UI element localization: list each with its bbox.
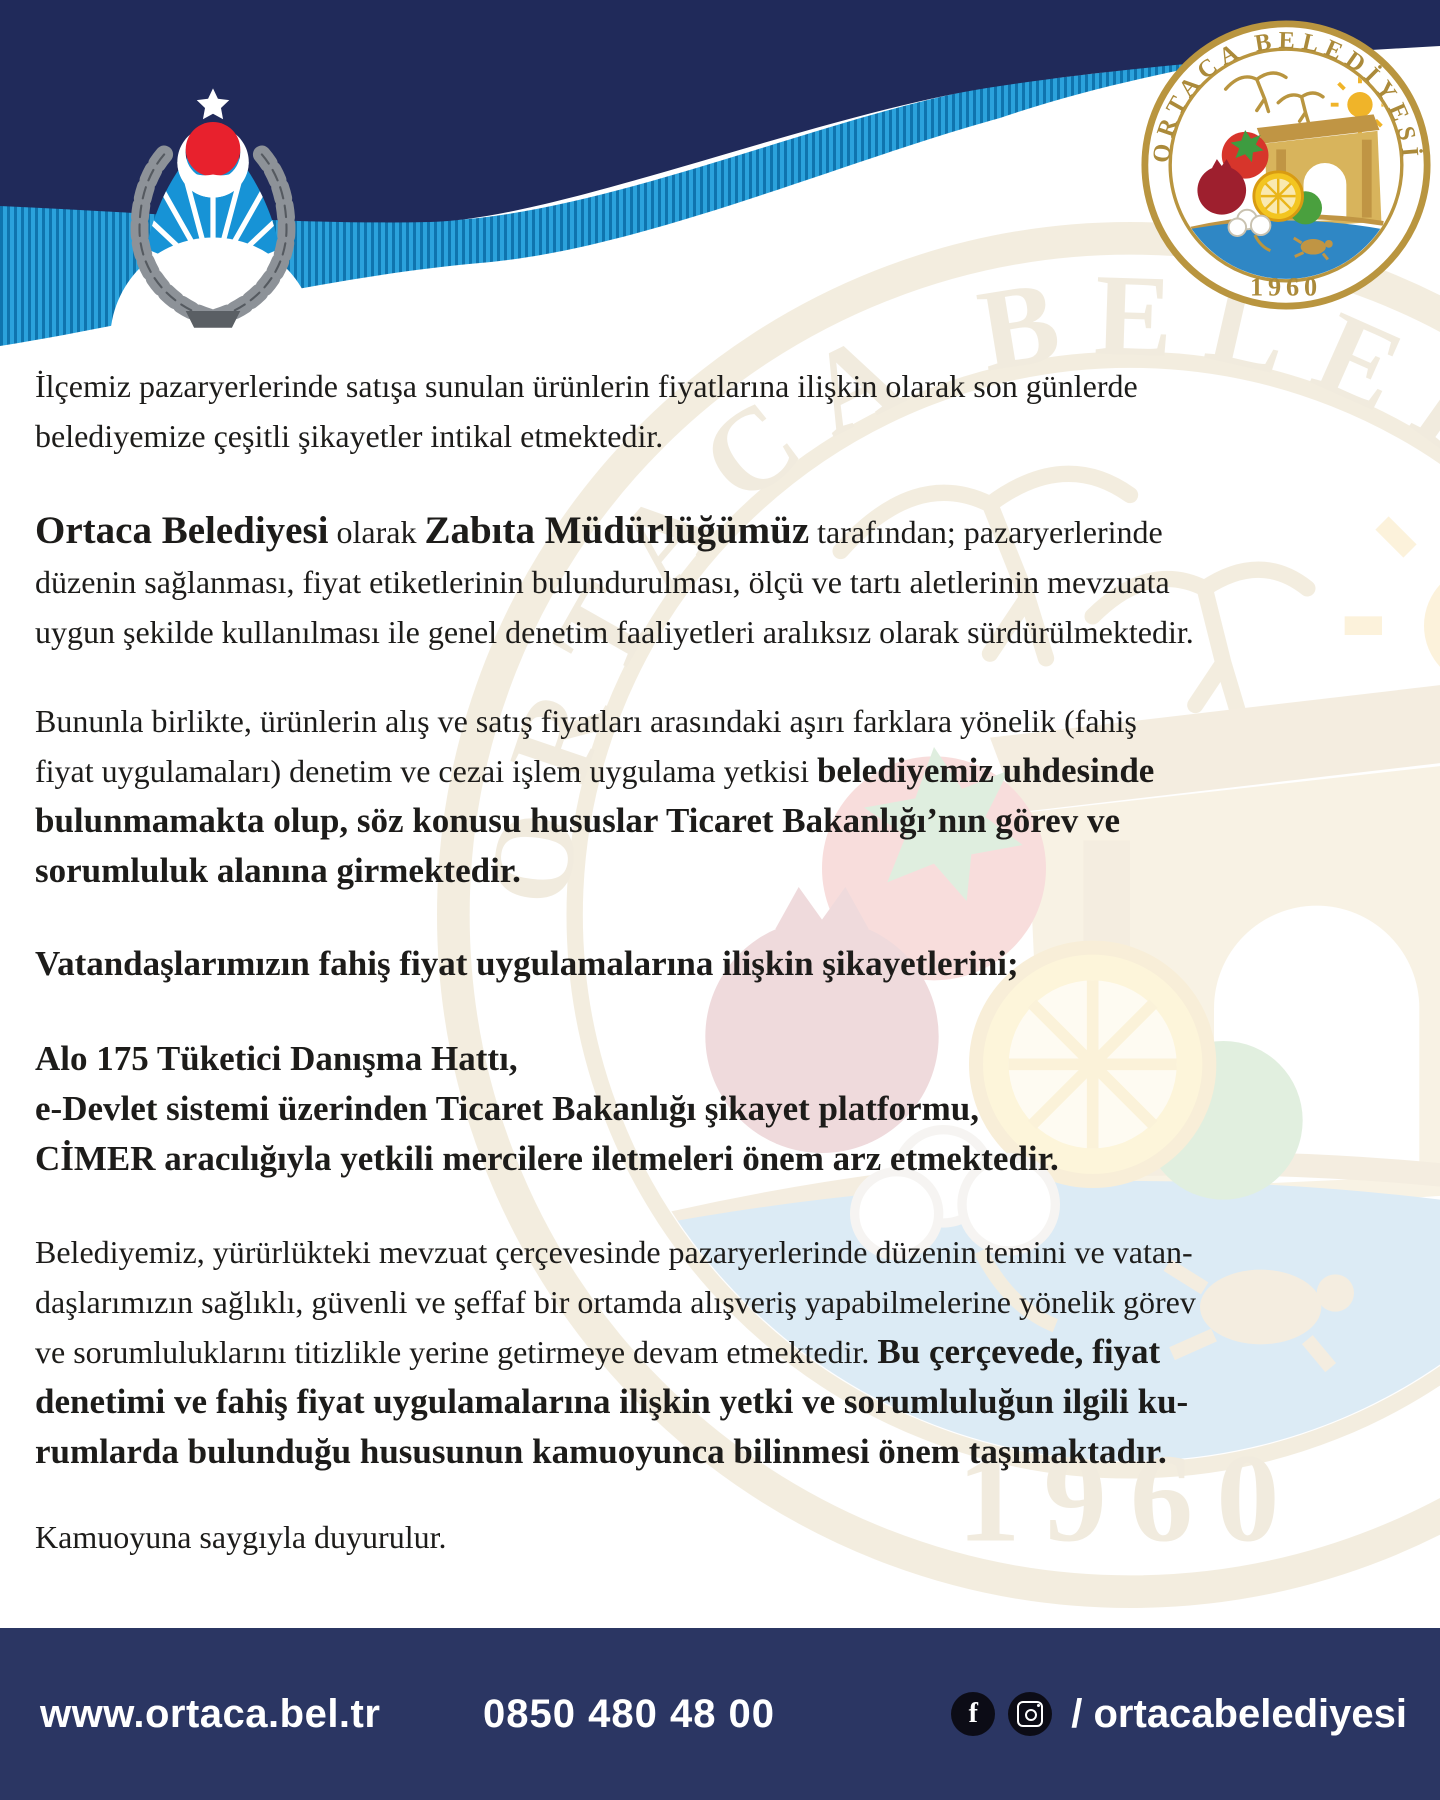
emblem-base: [186, 311, 241, 328]
paragraph-4: [35, 939, 1019, 989]
social-links: [951, 1648, 1407, 1780]
text-line: uygun şekilde kullanılması ile genel denetim faaliyetleri aralıksız olarak sürdürülmektedir.: [35, 614, 1194, 650]
text-line: CİMER aracılığıyla yetkili mercilere iletmeleri önem arz etmektedir.: [35, 1139, 1059, 1178]
text-line: denetimi ve fahiş fiyat uygulamalarına ilişkin yetki ve sorumluluğun ilgili ku-: [35, 1382, 1189, 1421]
text-line: sorumluluk alanına girmektedir.: [35, 851, 521, 890]
text-line: Alo 175 Tüketici Danışma Hattı,: [35, 1039, 518, 1078]
paragraph-1: [35, 361, 1138, 461]
text-line: daşlarımızın sağlıklı, güvenli ve şeffaf bir ortamda alışveriş yapabilmelerine yönelik görev: [35, 1284, 1196, 1320]
text-line: rumlarda bulunduğu hususunun kamuoyunca bilinmesi önem taşımaktadır.: [35, 1432, 1167, 1471]
ortaca-municipality-logo: [1140, 19, 1432, 311]
website-url: www.ortaca.bel.tr: [40, 1691, 381, 1736]
text-line: e-Devlet sistemi üzerinden Ticaret Bakanlığı şikayet platformu,: [35, 1089, 979, 1128]
text-line: belediyemize çeşitli şikayetler intikal etmektedir.: [35, 418, 664, 454]
crescent-star-icon: [177, 88, 248, 197]
text-line: fiyat uygulamaları) denetim ve cezai işlem uygulama yetkisi belediyemiz uhdesinde: [35, 751, 1155, 790]
text-line: ve sorumluluklarını titizlikle yerine getirmeye devam etmektedir. Bu çerçevede, fiyat: [35, 1332, 1161, 1371]
paragraph-3: [35, 696, 1154, 896]
social-handle: / ortacabelediyesi: [1071, 1691, 1407, 1736]
text-line: Bununla birlikte, ürünlerin alış ve satış fiyatları arasındaki aşırı farklara yönelik (fahiş: [35, 703, 1137, 739]
text-line: düzenin sağlanması, fiyat etiketlerinin bulundurulması, ölçü ve tartı aletlerinin mevzuata: [35, 564, 1170, 600]
facebook-icon: f: [951, 1692, 995, 1736]
zabita-police-emblem: [108, 80, 318, 332]
phone-number: 0850 480 48 00: [483, 1691, 776, 1736]
paragraph-2: [35, 506, 1194, 657]
text-line: Vatandaşlarımızın fahiş fiyat uygulamalarına ilişkin şikayetlerini;: [35, 944, 1019, 983]
paragraph-7: [35, 1512, 446, 1562]
text-line: Kamuoyuna saygıyla duyurulur.: [35, 1519, 447, 1555]
paragraph-5: [35, 1034, 1059, 1184]
instagram-icon: [1008, 1692, 1052, 1736]
text-line: Ortaca Belediyesi olarak Zabıta Müdürlüğümüz tarafından; pazaryerlerinde: [35, 509, 1163, 552]
text-line: İlçemiz pazaryerlerinde satışa sunulan ürünlerin fiyatlarına ilişkin olarak son günlerde: [35, 368, 1138, 404]
text-line: Belediyemiz, yürürlükteki mevzuat çerçevesinde pazaryerlerinde düzenin temini ve vatan-: [35, 1234, 1193, 1270]
footer-bar: [0, 1628, 1440, 1800]
paragraph-6: [35, 1227, 1196, 1477]
text-line: bulunmamakta olup, söz konusu hususlar Ticaret Bakanlığı’nın görev ve: [35, 801, 1120, 840]
